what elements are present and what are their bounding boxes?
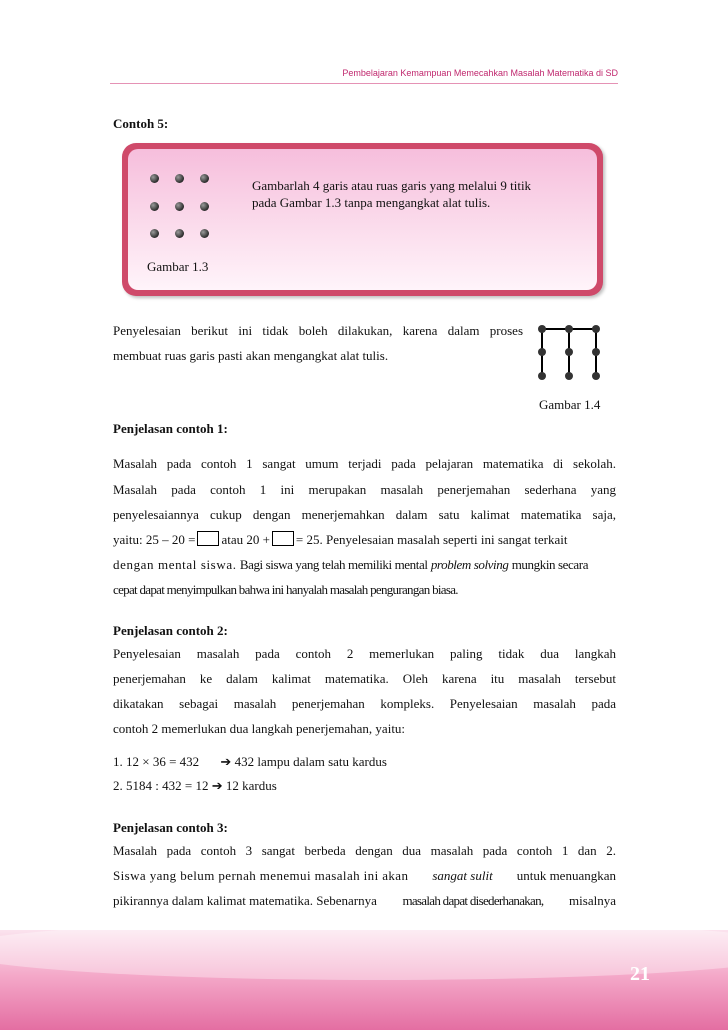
text-run: pikirannya dalam kalimat matematika. Sebenarnya	[113, 893, 377, 908]
blank-box	[272, 531, 294, 546]
figure-dot	[592, 372, 600, 380]
figure-dot	[538, 325, 546, 333]
grid-dot	[200, 202, 209, 211]
figure-1-4-diagram	[534, 322, 606, 384]
penjelasan2-line: penerjemahan ke dalam kalimat matematika. Oleh karena itu masalah tersebut	[113, 671, 616, 686]
penjelasan3-line	[113, 893, 616, 909]
text-run-italic: sangat sulit	[432, 868, 493, 883]
step-result: 12 kardus	[225, 778, 277, 793]
penjelasan1-line-equation	[113, 531, 616, 548]
running-header: Pembelajaran Kemampuan Memecahkan Masalah Matematika di SD	[342, 68, 618, 78]
step-equation: 2. 5184 : 432 = 12	[113, 778, 209, 793]
grid-dot	[200, 229, 209, 238]
grid-dot	[150, 174, 159, 183]
blank-box	[197, 531, 219, 546]
text-run: untuk menuangkan	[516, 868, 616, 883]
instruction-line: pada Gambar 1.3 tanpa mengangkat alat tulis.	[252, 195, 491, 210]
penjelasan1-line: penyelesaiannya cukup dengan menerjemahkan dalam satu kalimat matematika saja,	[113, 507, 616, 522]
penjelasan2-heading: Penjelasan contoh 2:	[113, 623, 228, 638]
footer-swoosh	[0, 920, 728, 980]
penjelasan1-line: Masalah pada contoh 1 ini merupakan masalah penerjemahan sederhana yang	[113, 482, 616, 497]
figure-dot	[538, 372, 546, 380]
text-run: masalah dapat disederhanakan,	[402, 893, 544, 908]
equation-text: = 25. Penyelesaian masalah seperti ini sangat terkait	[295, 532, 568, 547]
penjelasan3-heading: Penjelasan contoh 3:	[113, 820, 228, 835]
penjelasan3-line	[113, 868, 616, 884]
figure-1-4-label: Gambar 1.4	[539, 397, 601, 412]
penjelasan3-line: Masalah pada contoh 3 sangat berbeda dengan dua masalah pada contoh 1 dan 2.	[113, 843, 616, 858]
header-rule	[110, 83, 618, 84]
figure-dot	[565, 325, 573, 333]
arrow-icon: ➔	[220, 754, 232, 769]
grid-dot	[200, 174, 209, 183]
figure-1-3-label: Gambar 1.3	[147, 259, 209, 274]
figure-dot	[592, 348, 600, 356]
figure-dot	[538, 348, 546, 356]
text-run: Siswa yang belum pernah menemui masalah ini akan	[113, 868, 409, 883]
text-run-italic: problem solving	[430, 557, 509, 572]
step-equation: 1. 12 × 36 = 432	[113, 754, 200, 769]
arrow-icon: ➔	[211, 778, 223, 793]
text-run: Bagi siswa yang telah memiliki mental	[239, 557, 428, 572]
penjelasan1-line: Masalah pada contoh 1 sangat umum terjadi pada pelajaran matematika di sekolah.	[113, 456, 616, 471]
penjelasan2-line: dikatakan sebagai masalah penerjemahan kompleks. Penyelesaian masalah pada	[113, 696, 616, 711]
figure-dot	[592, 325, 600, 333]
text-run: dengan mental siswa.	[113, 557, 237, 572]
step-1	[113, 754, 616, 770]
equation-text: yaitu: 25 – 20 =	[113, 532, 196, 547]
grid-dot	[175, 174, 184, 183]
step-2	[113, 778, 616, 794]
instruction-line: Gambarlah 4 garis atau ruas garis yang melalui 9 titik	[252, 178, 532, 193]
page-number: 21	[630, 963, 650, 985]
grid-dot	[150, 202, 159, 211]
penjelasan1-line: cepat dapat menyimpulkan bahwa ini hanyalah masalah pengurangan biasa.	[113, 582, 458, 597]
grid-dot	[175, 229, 184, 238]
penyelesaian-line: membuat ruas garis pasti akan mengangkat alat tulis.	[113, 348, 389, 363]
contoh5-heading: Contoh 5:	[113, 116, 169, 131]
grid-dot	[175, 202, 184, 211]
equation-text: atau 20 +	[221, 532, 270, 547]
grid-dot	[150, 229, 159, 238]
penyelesaian-line: Penyelesaian berikut ini tidak boleh dilakukan, karena dalam proses	[113, 323, 523, 338]
penjelasan2-line: Penyelesaian masalah pada contoh 2 memerlukan paling tidak dua langkah	[113, 646, 616, 661]
figure-dot	[565, 372, 573, 380]
penjelasan2-line: contoh 2 memerlukan dua langkah penerjemahan, yaitu:	[113, 721, 406, 736]
text-run: mungkin secara	[511, 557, 589, 572]
penjelasan1-heading: Penjelasan contoh 1:	[113, 421, 228, 436]
figure-dot	[565, 348, 573, 356]
text-run: misalnya	[569, 893, 616, 908]
penjelasan1-line	[113, 557, 616, 573]
step-result: 432 lampu dalam satu kardus	[234, 754, 387, 769]
contoh5-instruction	[252, 177, 531, 211]
